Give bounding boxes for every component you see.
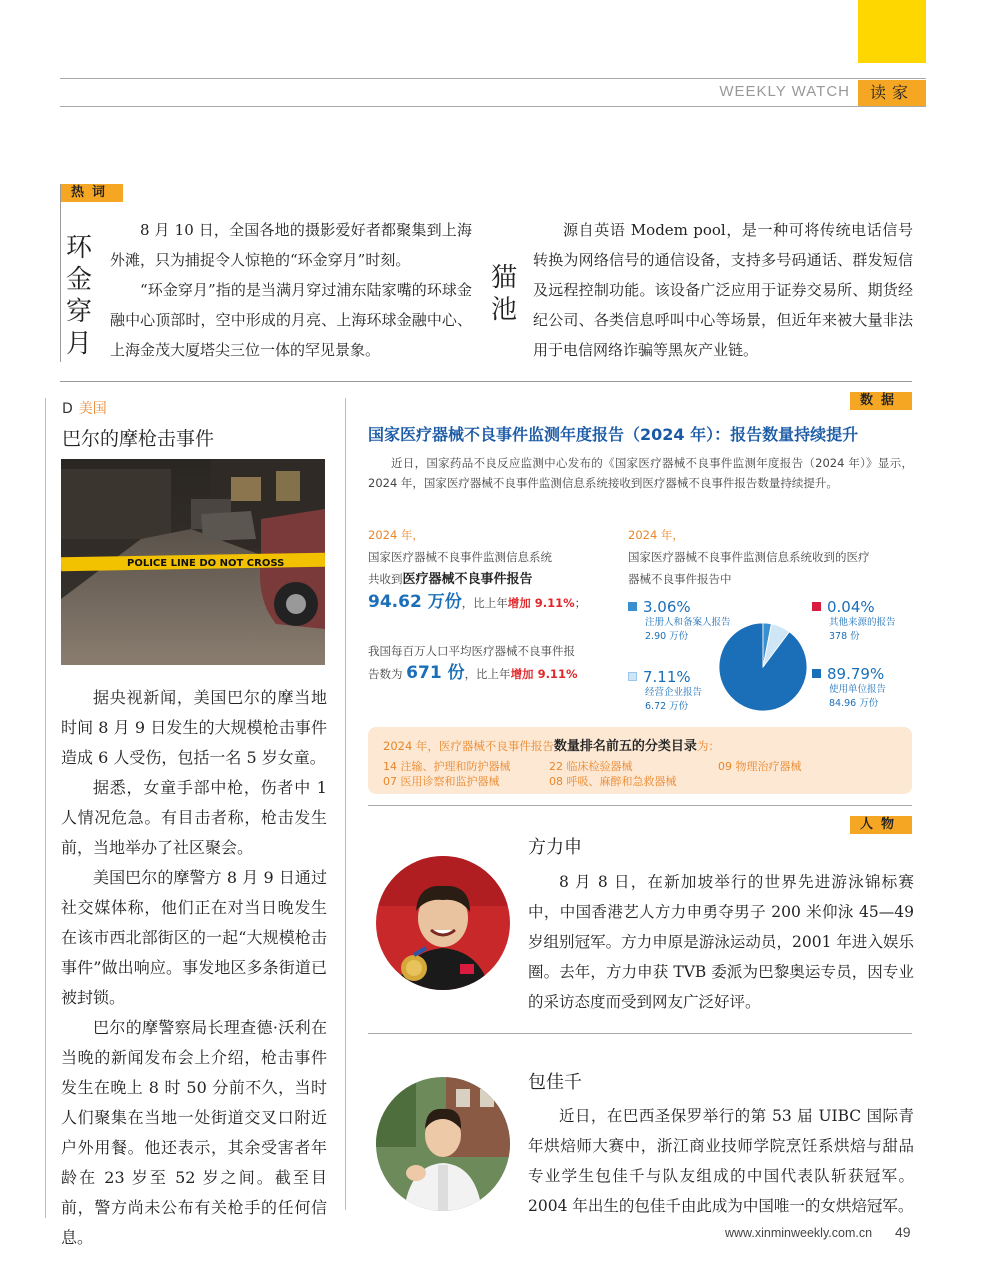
page-number: 49 bbox=[895, 1224, 911, 1240]
yellow-corner-block bbox=[858, 0, 926, 63]
hot-word-2-text: 源自英语 Modem pool，是一种可将传统电话信号转换为网络信号的通信设备，支持多号码通话、群发短信及远程控制功能。该设备广泛应用于证券交易所、期货经纪公司、各类信息呼叫中心等场景，但近年来被大量非法用于电信网络诈骗等黑灰产业链。 bbox=[533, 221, 913, 359]
avatar-bao-jiaqian bbox=[376, 1077, 510, 1211]
person-name-bao-jiaqian: 包佳千 bbox=[528, 1072, 582, 1093]
people-rule bbox=[368, 1033, 912, 1034]
header-rule-top bbox=[60, 78, 926, 79]
article-kicker: D 美国 bbox=[62, 401, 107, 417]
legend-swatch-other bbox=[812, 602, 821, 611]
header-rule-bottom bbox=[60, 106, 926, 107]
section-divider bbox=[60, 381, 912, 382]
people-tag: 人物 bbox=[850, 816, 912, 834]
top5-title: 2024 年，医疗器械不良事件报告数量排名前五的分类目录为： bbox=[383, 739, 720, 754]
hot-word-huanjinchuanyue: 环 金 穿 月 bbox=[65, 233, 92, 359]
data-right-header: 2024 年， 国家医疗器械不良事件监测信息系统收到的医疗 器械不良事件报告中 bbox=[628, 528, 870, 586]
article-title: 巴尔的摩枪击事件 bbox=[62, 428, 215, 450]
legend-registrant: 3.06% 注册人和备案人报告 2.90 万份 bbox=[628, 598, 738, 644]
legend-swatch-user-unit bbox=[812, 669, 821, 678]
weekly-watch-label: WEEKLY WATCH bbox=[719, 83, 850, 100]
legend-user-unit: 89.79% 使用单位报告 84.96 万份 bbox=[812, 665, 922, 711]
person-name-fang-lishen: 方力申 bbox=[528, 837, 582, 858]
column-divider bbox=[345, 398, 346, 1210]
legend-swatch-distributor bbox=[628, 672, 637, 681]
article-body: 据央视新闻，美国巴尔的摩当地时间 8 月 9 日发生的大规模枪击事件造成 6 人受伤，包括一名 5 岁女童。 据悉，女童手部中枪，伤者中 1 人情况危急。有目击者称，枪击发生前，当地举办了社区聚会。 美国巴尔的摩警方 8 月 9 日通过社交媒体称，他们正在对当日晚发生在该市西北部街区的一起“大规模枪击事件”做出响应。事发地区多条街道已被封锁。 巴尔的摩警察局长理查德·沃利在当晚的新闻发布会上介绍，枪击事件发生在晚上 8 时 50 分前不久，当时人们聚集在当地一处街道交叉口附近户外用餐。他还表示，其余受害者年龄在 23 岁至 52 岁之间。截至目前，警方尚未公布有关枪手的任何信息。 bbox=[61, 688, 327, 1247]
avatar-fang-lishen bbox=[376, 856, 510, 990]
person-body-bao-jiaqian: 近日，在巴西圣保罗举行的第 53 届 UIBC 国际青年烘焙师大赛中，浙江商业技师学院烹饪系烘焙与甜品专业学生包佳千与队友组成的中国代表队斩获冠军。2004 年出生的包佳千由此成为中国唯一的女烘焙冠军。 bbox=[528, 1107, 914, 1215]
section-tab-readers: 读家 bbox=[858, 80, 926, 106]
top5-item: 08 呼吸、麻醉和急救器械 bbox=[549, 775, 677, 788]
top5-item: 14 注输、护理和防护器械 bbox=[383, 760, 511, 773]
hot-word-1-text: 8 月 10 日，全国各地的摄影爱好者都聚集到上海外滩，只为捕捉令人惊艳的“环金穿月”时刻。 “环金穿月”指的是当满月穿过浦东陆家嘴的环球金融中心顶部时，空中形成的月亮、上海环球金融中心、上海金茂大厦塔尖三位一体的罕见景象。 bbox=[110, 221, 472, 359]
data-left-stats: 2024 年， 国家医疗器械不良事件监测信息系统 共收到医疗器械不良事件报告 94.62 万份，比上年增加 9.11%； bbox=[368, 528, 587, 612]
hot-words-vertical-rule bbox=[60, 184, 61, 362]
data-per-million: 我国每百万人口平均医疗器械不良事件报 告数为 671 份，比上年增加 9.11% bbox=[368, 644, 578, 683]
legend-other: 0.04% 其他来源的报告 378 份 bbox=[812, 598, 922, 644]
top5-item: 07 医用诊察和监护器械 bbox=[383, 775, 500, 788]
top5-item: 09 物理治疗器械 bbox=[718, 760, 802, 773]
data-section-rule bbox=[368, 805, 912, 806]
hot-word-maochi: 猫 池 bbox=[490, 263, 517, 325]
person-body-fang-lishen: 8 月 8 日，在新加坡举行的世界先进游泳锦标赛中，中国香港艺人方力申勇夺男子 200 米仰泳 45—49 岁组别冠军。方力申原是游泳运动员，2001 年进入娱乐圈。去年，方力申获 TVB 委派为巴黎奥运专员，因专业的采访态度而受到网友广泛好评。 bbox=[528, 873, 914, 1011]
legend-distributor: 7.11% 经营企业报告 6.72 万份 bbox=[628, 668, 738, 714]
data-tag: 数据 bbox=[850, 392, 912, 410]
hot-words-tag: 热词 bbox=[61, 184, 123, 202]
police-tape-text: POLICE LINE DO NOT CROSS bbox=[127, 558, 285, 569]
data-intro: 近日，国家药品不良反应监测中心发布的《国家医疗器械不良事件监测年度报告（2024 年）》显示，2024 年，国家医疗器械不良事件监测信息系统接收到医疗器械不良事件报告数量持续提升。 bbox=[368, 456, 913, 490]
data-title: 国家医疗器械不良事件监测年度报告（2024 年）：报告数量持续提升 bbox=[368, 425, 859, 444]
left-margin-rule bbox=[45, 398, 46, 1218]
legend-swatch-registrant bbox=[628, 602, 637, 611]
footer-url: www.xinminweekly.com.cn bbox=[725, 1226, 873, 1240]
crime-scene-photo bbox=[61, 459, 325, 665]
top5-item: 22 临床检验器械 bbox=[549, 760, 633, 773]
